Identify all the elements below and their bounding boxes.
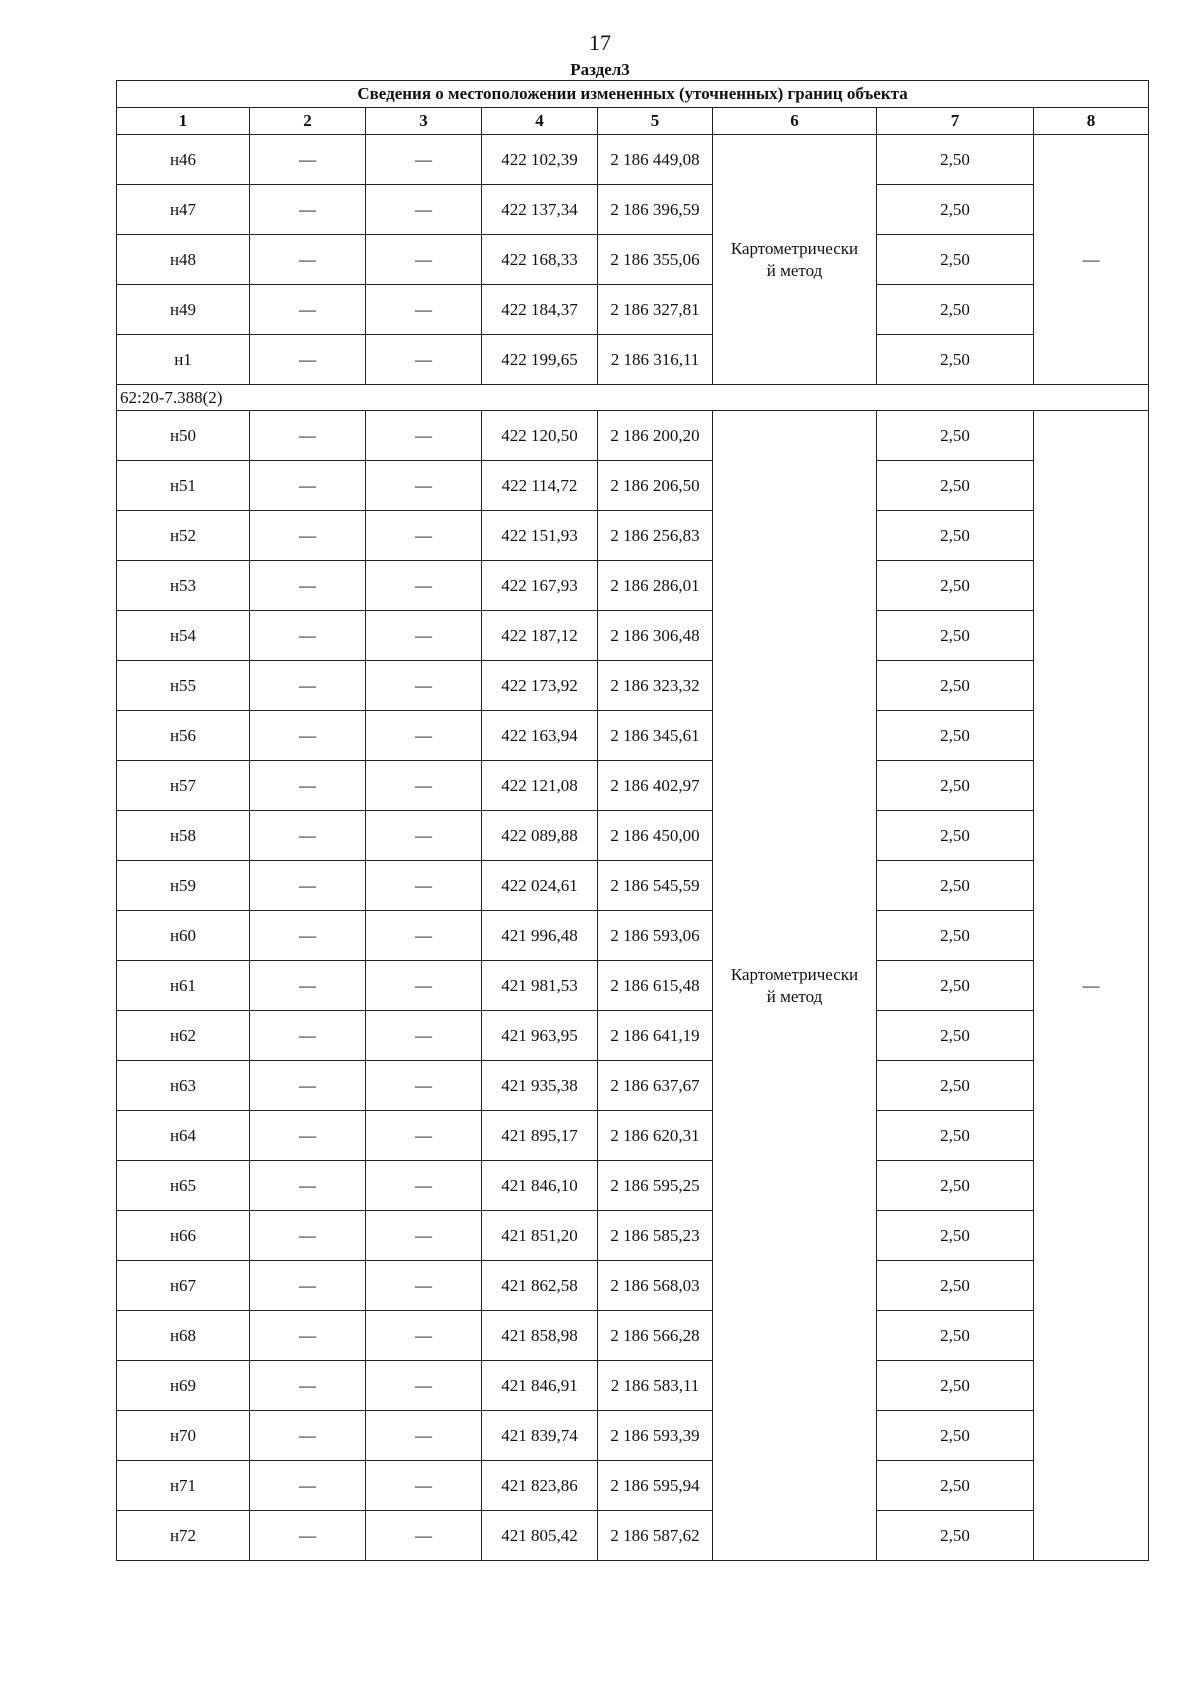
y-coordinate-cell: 2 186 583,11 [598, 1361, 713, 1411]
point-name-cell: н53 [117, 561, 250, 611]
accuracy-cell: 2,50 [877, 761, 1034, 811]
table-row [117, 185, 1149, 235]
col2-dash-cell: — [250, 1211, 366, 1261]
x-coordinate-cell: 422 184,37 [482, 285, 598, 335]
col3-dash-cell: — [366, 335, 482, 385]
point-name-cell: н49 [117, 285, 250, 335]
accuracy-cell: 2,50 [877, 1511, 1034, 1561]
accuracy-cell: 2,50 [877, 1461, 1034, 1511]
col2-dash-cell: — [250, 811, 366, 861]
accuracy-cell: 2,50 [877, 1111, 1034, 1161]
point-name-cell: н55 [117, 661, 250, 711]
table-row [117, 1461, 1149, 1511]
col3-dash-cell: — [366, 511, 482, 561]
y-coordinate-cell: 2 186 256,83 [598, 511, 713, 561]
table-row [117, 1061, 1149, 1111]
x-coordinate-cell: 421 963,95 [482, 1011, 598, 1061]
table-row [117, 411, 1149, 461]
y-coordinate-cell: 2 186 402,97 [598, 761, 713, 811]
point-name-cell: н62 [117, 1011, 250, 1061]
point-name-cell: н51 [117, 461, 250, 511]
point-name-cell: н66 [117, 1211, 250, 1261]
table-row [117, 461, 1149, 511]
accuracy-cell: 2,50 [877, 611, 1034, 661]
x-coordinate-cell: 421 805,42 [482, 1511, 598, 1561]
point-name-cell: н54 [117, 611, 250, 661]
point-name-cell: н64 [117, 1111, 250, 1161]
table-row [117, 1261, 1149, 1311]
col2-dash-cell: — [250, 661, 366, 711]
x-coordinate-cell: 421 823,86 [482, 1461, 598, 1511]
column-number: 1 [117, 108, 250, 135]
col3-dash-cell: — [366, 135, 482, 185]
table-row [117, 285, 1149, 335]
col2-dash-cell: — [250, 1111, 366, 1161]
table-row [117, 1361, 1149, 1411]
y-coordinate-cell: 2 186 587,62 [598, 1511, 713, 1561]
accuracy-cell: 2,50 [877, 811, 1034, 861]
y-coordinate-cell: 2 186 566,28 [598, 1311, 713, 1361]
column-number: 4 [482, 108, 598, 135]
y-coordinate-cell: 2 186 595,94 [598, 1461, 713, 1511]
col2-dash-cell: — [250, 235, 366, 285]
y-coordinate-cell: 2 186 355,06 [598, 235, 713, 285]
x-coordinate-cell: 422 167,93 [482, 561, 598, 611]
col3-dash-cell: — [366, 761, 482, 811]
col2-dash-cell: — [250, 1461, 366, 1511]
point-name-cell: н52 [117, 511, 250, 561]
col2-dash-cell: — [250, 561, 366, 611]
table-row [117, 611, 1149, 661]
table-row [117, 561, 1149, 611]
col3-dash-cell: — [366, 1361, 482, 1411]
col3-dash-cell: — [366, 1411, 482, 1461]
table-row [117, 861, 1149, 911]
col3-dash-cell: — [366, 611, 482, 661]
accuracy-cell: 2,50 [877, 911, 1034, 961]
col3-dash-cell: — [366, 1261, 482, 1311]
x-coordinate-cell: 421 858,98 [482, 1311, 598, 1361]
y-coordinate-cell: 2 186 327,81 [598, 285, 713, 335]
accuracy-cell: 2,50 [877, 411, 1034, 461]
point-name-cell: н68 [117, 1311, 250, 1361]
col2-dash-cell: — [250, 511, 366, 561]
col2-dash-cell: — [250, 1311, 366, 1361]
col3-dash-cell: — [366, 811, 482, 861]
col2-dash-cell: — [250, 1061, 366, 1111]
y-coordinate-cell: 2 186 323,32 [598, 661, 713, 711]
x-coordinate-cell: 421 851,20 [482, 1211, 598, 1261]
point-name-cell: н47 [117, 185, 250, 235]
x-coordinate-cell: 422 199,65 [482, 335, 598, 385]
col2-dash-cell: — [250, 761, 366, 811]
col3-dash-cell: — [366, 1511, 482, 1561]
point-name-cell: н72 [117, 1511, 250, 1561]
table-row [117, 961, 1149, 1011]
col2-dash-cell: — [250, 335, 366, 385]
y-coordinate-cell: 2 186 316,11 [598, 335, 713, 385]
x-coordinate-cell: 422 173,92 [482, 661, 598, 711]
y-coordinate-cell: 2 186 615,48 [598, 961, 713, 1011]
table-row [117, 1111, 1149, 1161]
col2-dash-cell: — [250, 711, 366, 761]
column-number: 2 [250, 108, 366, 135]
col3-dash-cell: — [366, 185, 482, 235]
x-coordinate-cell: 421 935,38 [482, 1061, 598, 1111]
accuracy-cell: 2,50 [877, 1261, 1034, 1311]
y-coordinate-cell: 2 186 206,50 [598, 461, 713, 511]
accuracy-cell: 2,50 [877, 561, 1034, 611]
accuracy-cell: 2,50 [877, 711, 1034, 761]
x-coordinate-cell: 422 187,12 [482, 611, 598, 661]
table-row [117, 1161, 1149, 1211]
table-row [117, 135, 1149, 185]
col2-dash-cell: — [250, 285, 366, 335]
y-coordinate-cell: 2 186 593,06 [598, 911, 713, 961]
accuracy-cell: 2,50 [877, 1311, 1034, 1361]
point-name-cell: н71 [117, 1461, 250, 1511]
y-coordinate-cell: 2 186 641,19 [598, 1011, 713, 1061]
col3-dash-cell: — [366, 1161, 482, 1211]
accuracy-cell: 2,50 [877, 1061, 1034, 1111]
col2-dash-cell: — [250, 185, 366, 235]
table-caption: Сведения о местоположении измененных (уточненных) границ объекта [117, 81, 1149, 108]
col3-dash-cell: — [366, 285, 482, 335]
col2-dash-cell: — [250, 1511, 366, 1561]
x-coordinate-cell: 421 862,58 [482, 1261, 598, 1311]
accuracy-cell: 2,50 [877, 185, 1034, 235]
point-name-cell: н63 [117, 1061, 250, 1111]
table-row [117, 1511, 1149, 1561]
x-coordinate-cell: 422 114,72 [482, 461, 598, 511]
x-coordinate-cell: 422 102,39 [482, 135, 598, 185]
point-name-cell: н57 [117, 761, 250, 811]
y-coordinate-cell: 2 186 568,03 [598, 1261, 713, 1311]
col3-dash-cell: — [366, 1211, 482, 1261]
point-name-cell: н65 [117, 1161, 250, 1211]
col2-dash-cell: — [250, 461, 366, 511]
point-name-cell: н60 [117, 911, 250, 961]
section-title: Раздел3 [570, 60, 630, 79]
y-coordinate-cell: 2 186 286,01 [598, 561, 713, 611]
accuracy-cell: 2,50 [877, 235, 1034, 285]
method-line-2: й метод [766, 986, 823, 1006]
table-row [117, 911, 1149, 961]
accuracy-cell: 2,50 [877, 511, 1034, 561]
col3-dash-cell: — [366, 711, 482, 761]
x-coordinate-cell: 422 089,88 [482, 811, 598, 861]
x-coordinate-cell: 422 137,34 [482, 185, 598, 235]
col3-dash-cell: — [366, 661, 482, 711]
x-coordinate-cell: 421 996,48 [482, 911, 598, 961]
y-coordinate-cell: 2 186 637,67 [598, 1061, 713, 1111]
table-row [117, 711, 1149, 761]
point-name-cell: н46 [117, 135, 250, 185]
method-cell [713, 411, 877, 1561]
col8-dash-cell: — [1034, 411, 1149, 1561]
boundary-table [116, 80, 1149, 1561]
column-number: 8 [1034, 108, 1149, 135]
table-row [117, 811, 1149, 861]
point-name-cell: н70 [117, 1411, 250, 1461]
y-coordinate-cell: 2 186 593,39 [598, 1411, 713, 1461]
point-name-cell: н56 [117, 711, 250, 761]
method-line-1: Картометрически [730, 964, 859, 984]
col3-dash-cell: — [366, 1311, 482, 1361]
col2-dash-cell: — [250, 1161, 366, 1211]
col3-dash-cell: — [366, 1461, 482, 1511]
accuracy-cell: 2,50 [877, 961, 1034, 1011]
column-number: 5 [598, 108, 713, 135]
y-coordinate-cell: 2 186 449,08 [598, 135, 713, 185]
accuracy-cell: 2,50 [877, 285, 1034, 335]
point-name-cell: н61 [117, 961, 250, 1011]
accuracy-cell: 2,50 [877, 661, 1034, 711]
table-row [117, 335, 1149, 385]
y-coordinate-cell: 2 186 450,00 [598, 811, 713, 861]
y-coordinate-cell: 2 186 595,25 [598, 1161, 713, 1211]
col3-dash-cell: — [366, 561, 482, 611]
y-coordinate-cell: 2 186 620,31 [598, 1111, 713, 1161]
col3-dash-cell: — [366, 235, 482, 285]
col8-dash-cell: — [1034, 135, 1149, 385]
page-number: 17 [589, 30, 611, 55]
y-coordinate-cell: 2 186 585,23 [598, 1211, 713, 1261]
y-coordinate-cell: 2 186 396,59 [598, 185, 713, 235]
col2-dash-cell: — [250, 1411, 366, 1461]
method-line-1: Картометрически [730, 238, 859, 258]
table-row [117, 1311, 1149, 1361]
x-coordinate-cell: 422 120,50 [482, 411, 598, 461]
accuracy-cell: 2,50 [877, 335, 1034, 385]
point-name-cell: н69 [117, 1361, 250, 1411]
col3-dash-cell: — [366, 1061, 482, 1111]
col3-dash-cell: — [366, 411, 482, 461]
column-number: 7 [877, 108, 1034, 135]
point-name-cell: н67 [117, 1261, 250, 1311]
accuracy-cell: 2,50 [877, 1411, 1034, 1461]
y-coordinate-cell: 2 186 306,48 [598, 611, 713, 661]
col3-dash-cell: — [366, 911, 482, 961]
column-number: 3 [366, 108, 482, 135]
accuracy-cell: 2,50 [877, 1361, 1034, 1411]
table-row [117, 661, 1149, 711]
table-row [117, 1411, 1149, 1461]
accuracy-cell: 2,50 [877, 1211, 1034, 1261]
table-row [117, 235, 1149, 285]
col3-dash-cell: — [366, 461, 482, 511]
col2-dash-cell: — [250, 1261, 366, 1311]
x-coordinate-cell: 421 846,10 [482, 1161, 598, 1211]
method-line-2: й метод [766, 260, 823, 280]
y-coordinate-cell: 2 186 545,59 [598, 861, 713, 911]
col2-dash-cell: — [250, 135, 366, 185]
point-name-cell: н59 [117, 861, 250, 911]
col3-dash-cell: — [366, 961, 482, 1011]
point-name-cell: н48 [117, 235, 250, 285]
group-label: 62:20-7.388(2) [117, 385, 1149, 411]
col3-dash-cell: — [366, 1011, 482, 1061]
table-row [117, 1011, 1149, 1061]
x-coordinate-cell: 422 121,08 [482, 761, 598, 811]
accuracy-cell: 2,50 [877, 135, 1034, 185]
x-coordinate-cell: 421 981,53 [482, 961, 598, 1011]
point-name-cell: н1 [117, 335, 250, 385]
x-coordinate-cell: 422 024,61 [482, 861, 598, 911]
col2-dash-cell: — [250, 611, 366, 661]
col2-dash-cell: — [250, 1011, 366, 1061]
table-row [117, 1211, 1149, 1261]
table-row [117, 511, 1149, 561]
accuracy-cell: 2,50 [877, 1161, 1034, 1211]
col2-dash-cell: — [250, 411, 366, 461]
method-cell [713, 135, 877, 385]
group-row [117, 385, 1149, 411]
x-coordinate-cell: 422 151,93 [482, 511, 598, 561]
point-name-cell: н50 [117, 411, 250, 461]
y-coordinate-cell: 2 186 200,20 [598, 411, 713, 461]
point-name-cell: н58 [117, 811, 250, 861]
accuracy-cell: 2,50 [877, 861, 1034, 911]
x-coordinate-cell: 421 895,17 [482, 1111, 598, 1161]
col3-dash-cell: — [366, 861, 482, 911]
column-number: 6 [713, 108, 877, 135]
x-coordinate-cell: 422 163,94 [482, 711, 598, 761]
accuracy-cell: 2,50 [877, 1011, 1034, 1061]
x-coordinate-cell: 422 168,33 [482, 235, 598, 285]
accuracy-cell: 2,50 [877, 461, 1034, 511]
col2-dash-cell: — [250, 961, 366, 1011]
x-coordinate-cell: 421 839,74 [482, 1411, 598, 1461]
col2-dash-cell: — [250, 1361, 366, 1411]
col2-dash-cell: — [250, 911, 366, 961]
x-coordinate-cell: 421 846,91 [482, 1361, 598, 1411]
col3-dash-cell: — [366, 1111, 482, 1161]
col2-dash-cell: — [250, 861, 366, 911]
table-row [117, 761, 1149, 811]
y-coordinate-cell: 2 186 345,61 [598, 711, 713, 761]
